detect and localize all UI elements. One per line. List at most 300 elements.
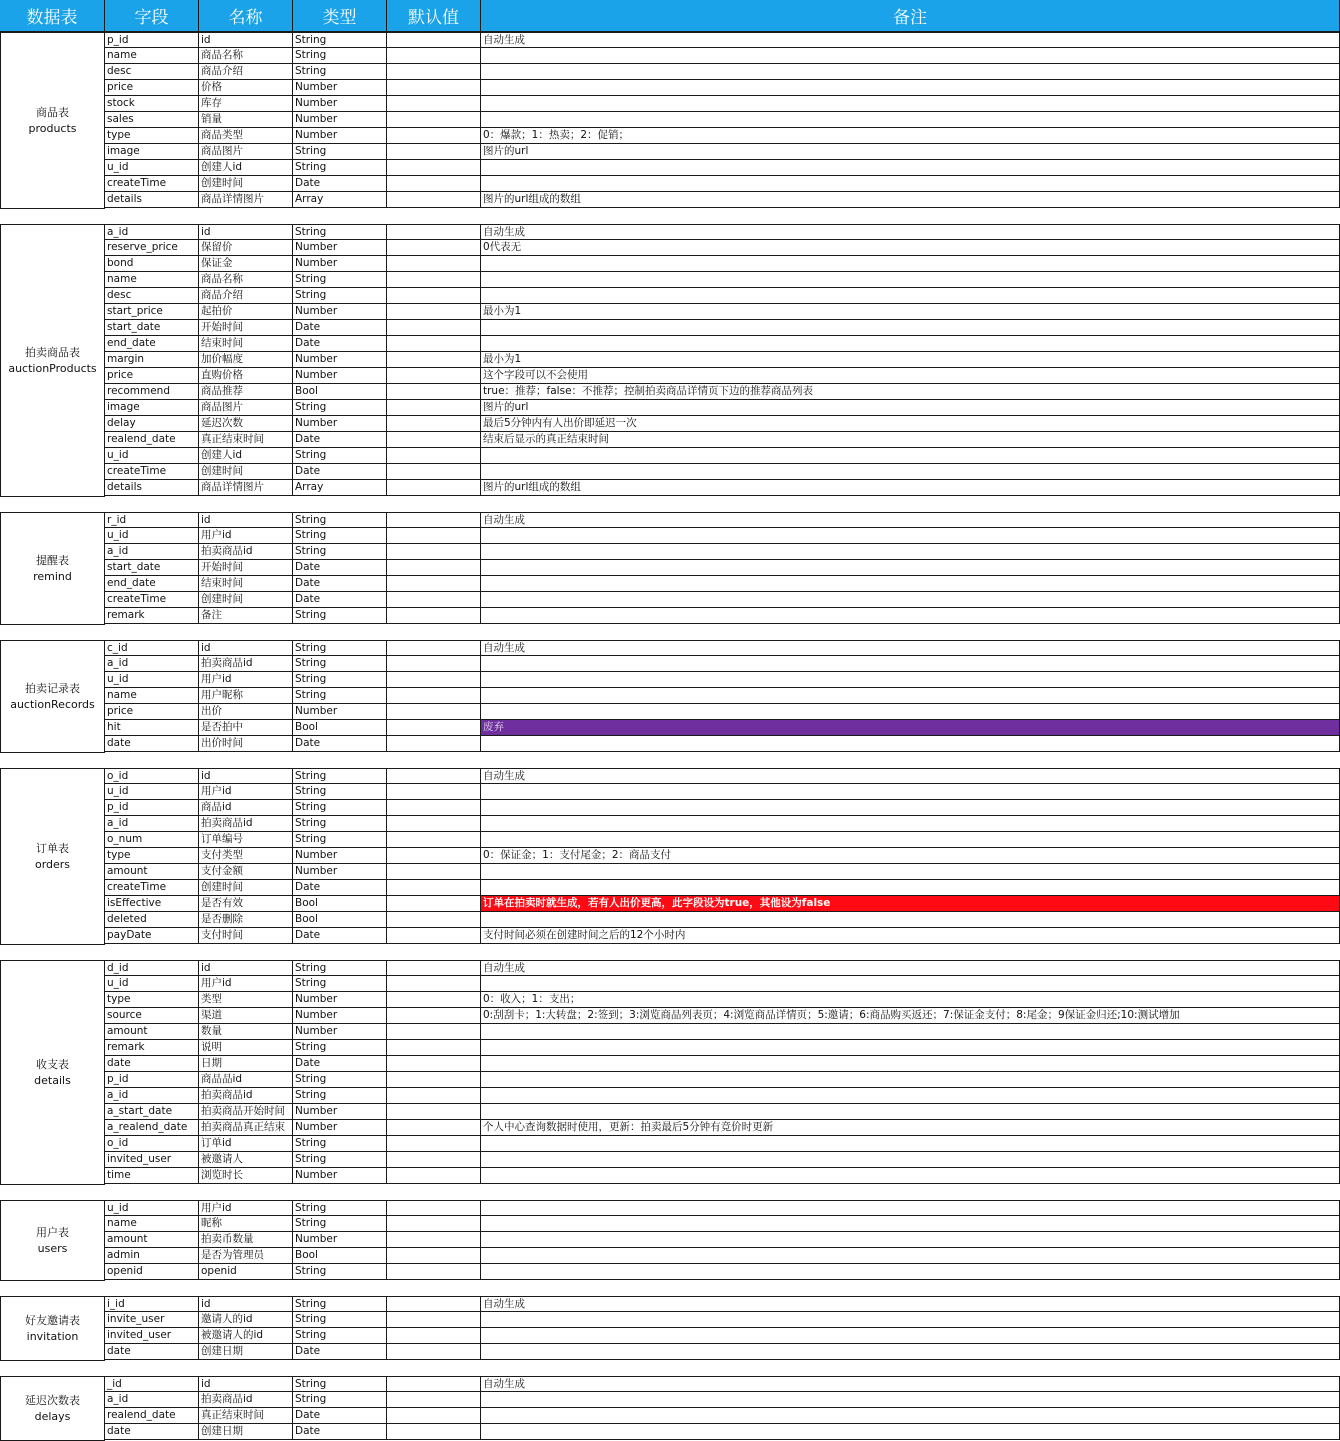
type-cell: String [293, 976, 387, 992]
type-cell: Date [293, 1424, 387, 1440]
type-cell: String [293, 48, 387, 64]
field-cell: start_date [105, 320, 199, 336]
type-cell: Number [293, 112, 387, 128]
default-cell [387, 1072, 481, 1088]
remark-cell: 最小为1 [481, 304, 1340, 320]
field-cell: c_id [105, 640, 199, 656]
field-cell: o_id [105, 768, 199, 784]
field-cell: bond [105, 256, 199, 272]
table-label [0, 960, 105, 1185]
remark-cell: 结束后显示的真正结束时间 [481, 432, 1340, 448]
field-cell: price [105, 80, 199, 96]
name-cell: 拍卖商品id [199, 544, 293, 560]
table-name-cn: 收支表 [36, 1057, 69, 1071]
remark-cell [481, 320, 1340, 336]
type-cell: String [293, 544, 387, 560]
table-row [105, 640, 1340, 656]
name-cell: id [199, 960, 293, 976]
default-cell [387, 432, 481, 448]
name-cell: id [199, 768, 293, 784]
remark-cell: 这个字段可以不会使用 [481, 368, 1340, 384]
remark-cell [481, 1168, 1340, 1184]
field-cell: u_id [105, 976, 199, 992]
default-cell [387, 704, 481, 720]
field-cell: admin [105, 1248, 199, 1264]
default-cell [387, 96, 481, 112]
type-cell: String [293, 1072, 387, 1088]
name-cell: 创建时间 [199, 880, 293, 896]
type-cell: Number [293, 848, 387, 864]
table-row [105, 992, 1340, 1008]
name-cell: 是否拍中 [199, 720, 293, 736]
table-row [105, 736, 1340, 752]
default-cell [387, 816, 481, 832]
name-cell: 保证金 [199, 256, 293, 272]
table-row [105, 400, 1340, 416]
name-cell: 出价时间 [199, 736, 293, 752]
remark-cell [481, 1216, 1340, 1232]
table-name-cn: 订单表 [36, 841, 69, 855]
field-cell: a_id [105, 544, 199, 560]
table-row [105, 480, 1340, 496]
remark-cell: 自动生成 [481, 640, 1340, 656]
name-cell: 商品图片 [199, 144, 293, 160]
type-cell: String [293, 1312, 387, 1328]
table-row [105, 1104, 1340, 1120]
type-cell: Number [293, 368, 387, 384]
field-cell: d_id [105, 960, 199, 976]
table-row [105, 1296, 1340, 1312]
table-row [105, 96, 1340, 112]
type-cell: Date [293, 1056, 387, 1072]
type-cell: String [293, 608, 387, 624]
table-name-en: orders [34, 857, 71, 871]
table-row [105, 800, 1340, 816]
remark-cell [481, 112, 1340, 128]
header-remark: 备注 [481, 0, 1340, 32]
default-cell [387, 1104, 481, 1120]
table-row [105, 1216, 1340, 1232]
type-cell: Number [293, 240, 387, 256]
type-cell: String [293, 448, 387, 464]
remark-cell [481, 560, 1340, 576]
table-label [0, 224, 105, 497]
remark-cell [481, 1088, 1340, 1104]
type-cell: String [293, 1376, 387, 1392]
table-row [105, 320, 1340, 336]
type-cell: Number [293, 1232, 387, 1248]
name-cell: 起拍价 [199, 304, 293, 320]
type-cell: String [293, 784, 387, 800]
default-cell [387, 576, 481, 592]
type-cell: String [293, 816, 387, 832]
table-row [105, 592, 1340, 608]
field-cell: type [105, 848, 199, 864]
default-cell [387, 384, 481, 400]
type-cell: String [293, 1328, 387, 1344]
field-cell: type [105, 992, 199, 1008]
field-cell: createTime [105, 176, 199, 192]
remark-cell [481, 912, 1340, 928]
type-cell: String [293, 288, 387, 304]
table-row [105, 688, 1340, 704]
table-row [105, 608, 1340, 624]
default-cell [387, 1216, 481, 1232]
field-cell: delay [105, 416, 199, 432]
header-field: 字段 [105, 0, 199, 32]
table-name-en: invitation [26, 1329, 79, 1343]
table-row [105, 112, 1340, 128]
name-cell: 商品详情图片 [199, 480, 293, 496]
name-cell: 商品id [199, 800, 293, 816]
default-cell [387, 1392, 481, 1408]
table-row [105, 240, 1340, 256]
remark-cell: 自动生成 [481, 32, 1340, 48]
name-cell: 用户昵称 [199, 688, 293, 704]
name-cell: 拍卖商品id [199, 1088, 293, 1104]
table-row [105, 1136, 1340, 1152]
field-cell: openid [105, 1264, 199, 1280]
field-cell: image [105, 400, 199, 416]
default-cell [387, 416, 481, 432]
table-label [0, 512, 105, 625]
name-cell: 商品介绍 [199, 288, 293, 304]
default-cell [387, 1424, 481, 1440]
default-cell [387, 128, 481, 144]
table-name-en: details [34, 1073, 71, 1087]
table-row [105, 928, 1340, 944]
type-cell: String [293, 64, 387, 80]
remark-cell [481, 160, 1340, 176]
table-row [105, 1088, 1340, 1104]
name-cell: 创建时间 [199, 592, 293, 608]
table-row [105, 960, 1340, 976]
remark-cell [481, 1232, 1340, 1248]
default-cell [387, 144, 481, 160]
remark-cell: 0：保证金；1：支付尾金；2：商品支付 [481, 848, 1340, 864]
field-cell: margin [105, 352, 199, 368]
type-cell: String [293, 960, 387, 976]
default-cell [387, 736, 481, 752]
name-cell: 库存 [199, 96, 293, 112]
default-cell [387, 1200, 481, 1216]
type-cell: String [293, 832, 387, 848]
default-cell [387, 240, 481, 256]
default-cell [387, 48, 481, 64]
remark-cell [481, 864, 1340, 880]
name-cell: 订单编号 [199, 832, 293, 848]
default-cell [387, 640, 481, 656]
default-cell [387, 288, 481, 304]
header-type: 类型 [293, 0, 387, 32]
field-cell: amount [105, 864, 199, 880]
remark-cell [481, 1408, 1340, 1424]
field-cell: o_num [105, 832, 199, 848]
default-cell [387, 528, 481, 544]
remark-cell [481, 1072, 1340, 1088]
name-cell: 真正结束时间 [199, 432, 293, 448]
field-cell: i_id [105, 1296, 199, 1312]
remark-cell [481, 96, 1340, 112]
type-cell: Date [293, 592, 387, 608]
name-cell: openid [199, 1264, 293, 1280]
default-cell [387, 32, 481, 48]
name-cell: 商品详情图片 [199, 192, 293, 208]
table-row [105, 912, 1340, 928]
field-cell: sales [105, 112, 199, 128]
name-cell: 说明 [199, 1040, 293, 1056]
field-cell: name [105, 1216, 199, 1232]
remark-cell: 自动生成 [481, 768, 1340, 784]
remark-cell: 个人中心查询数据时使用，更新：拍卖最后5分钟有竞价时更新 [481, 1120, 1340, 1136]
remark-cell: 最小为1 [481, 352, 1340, 368]
table-row [105, 224, 1340, 240]
table-row [105, 976, 1340, 992]
table-name-cn: 提醒表 [36, 553, 69, 567]
type-cell: Number [293, 304, 387, 320]
table-row [105, 1008, 1340, 1024]
name-cell: 类型 [199, 992, 293, 1008]
remark-cell [481, 672, 1340, 688]
table-row [105, 1040, 1340, 1056]
name-cell: 支付金额 [199, 864, 293, 880]
name-cell: 邀请人的id [199, 1312, 293, 1328]
type-cell: String [293, 224, 387, 240]
type-cell: String [293, 1296, 387, 1312]
type-cell: String [293, 800, 387, 816]
default-cell [387, 608, 481, 624]
default-cell [387, 1312, 481, 1328]
field-cell: name [105, 48, 199, 64]
type-cell: String [293, 688, 387, 704]
remark-cell [481, 592, 1340, 608]
remark-cell [481, 1344, 1340, 1360]
remark-cell: 自动生成 [481, 224, 1340, 240]
field-cell: price [105, 368, 199, 384]
default-cell [387, 1328, 481, 1344]
type-cell: String [293, 672, 387, 688]
header-name: 名称 [199, 0, 293, 32]
default-cell [387, 896, 481, 912]
field-cell: name [105, 272, 199, 288]
remark-cell: true：推荐；false：不推荐；控制拍卖商品详情页下边的推荐商品列表 [481, 384, 1340, 400]
default-cell [387, 544, 481, 560]
default-cell [387, 768, 481, 784]
remark-cell [481, 336, 1340, 352]
remark-cell [481, 544, 1340, 560]
field-cell: a_realend_date [105, 1120, 199, 1136]
remark-cell: 自动生成 [481, 512, 1340, 528]
default-cell [387, 304, 481, 320]
field-cell: invited_user [105, 1152, 199, 1168]
remark-cell: 自动生成 [481, 960, 1340, 976]
field-cell: start_price [105, 304, 199, 320]
name-cell: 商品介绍 [199, 64, 293, 80]
type-cell: String [293, 1264, 387, 1280]
default-cell [387, 976, 481, 992]
field-cell: realend_date [105, 1408, 199, 1424]
table-row [105, 896, 1340, 912]
type-cell: Number [293, 352, 387, 368]
remark-cell [481, 80, 1340, 96]
default-cell [387, 1296, 481, 1312]
default-cell [387, 1008, 481, 1024]
table-label [0, 32, 105, 209]
name-cell: id [199, 224, 293, 240]
table-row [105, 832, 1340, 848]
table-row [105, 160, 1340, 176]
field-cell: invite_user [105, 1312, 199, 1328]
remark-cell: 支付时间必须在创建时间之后的12个小时内 [481, 928, 1340, 944]
name-cell: 直购价格 [199, 368, 293, 384]
type-cell: Date [293, 1408, 387, 1424]
name-cell: 商品名称 [199, 272, 293, 288]
field-cell: a_id [105, 224, 199, 240]
default-cell [387, 864, 481, 880]
table-row [105, 304, 1340, 320]
name-cell: 用户id [199, 528, 293, 544]
remark-cell [481, 800, 1340, 816]
field-cell: isEffective [105, 896, 199, 912]
type-cell: Bool [293, 912, 387, 928]
table-row [105, 784, 1340, 800]
field-cell: desc [105, 64, 199, 80]
table-row [105, 1344, 1340, 1360]
remark-cell [481, 832, 1340, 848]
name-cell: 用户id [199, 976, 293, 992]
default-cell [387, 400, 481, 416]
remark-cell [481, 464, 1340, 480]
table-row [105, 576, 1340, 592]
table-label [0, 1376, 105, 1441]
field-cell: price [105, 704, 199, 720]
type-cell: String [293, 32, 387, 48]
field-cell: u_id [105, 784, 199, 800]
field-cell: remark [105, 1040, 199, 1056]
type-cell: String [293, 512, 387, 528]
table-row [105, 1072, 1340, 1088]
type-cell: Number [293, 256, 387, 272]
default-cell [387, 272, 481, 288]
name-cell: 延迟次数 [199, 416, 293, 432]
name-cell: 昵称 [199, 1216, 293, 1232]
remark-cell [481, 1024, 1340, 1040]
table-row [105, 720, 1340, 736]
table-row [105, 528, 1340, 544]
type-cell: Date [293, 736, 387, 752]
default-cell [387, 512, 481, 528]
remark-cell [481, 288, 1340, 304]
field-cell: date [105, 1056, 199, 1072]
field-cell: time [105, 1168, 199, 1184]
default-cell [387, 928, 481, 944]
default-cell [387, 1136, 481, 1152]
remark-cell [481, 880, 1340, 896]
table-name-cn: 好友邀请表 [25, 1313, 80, 1327]
name-cell: 创建时间 [199, 464, 293, 480]
type-cell: String [293, 1088, 387, 1104]
field-cell: a_id [105, 1392, 199, 1408]
type-cell: Number [293, 992, 387, 1008]
name-cell: 被邀请人 [199, 1152, 293, 1168]
field-cell: desc [105, 288, 199, 304]
table-row [105, 768, 1340, 784]
table-row [105, 192, 1340, 208]
type-cell: Number [293, 704, 387, 720]
remark-cell [481, 1056, 1340, 1072]
type-cell: Number [293, 96, 387, 112]
type-cell: Date [293, 320, 387, 336]
table-row [105, 48, 1340, 64]
default-cell [387, 1344, 481, 1360]
default-cell [387, 1232, 481, 1248]
field-cell: u_id [105, 448, 199, 464]
type-cell: Number [293, 80, 387, 96]
default-cell [387, 784, 481, 800]
remark-cell [481, 736, 1340, 752]
type-cell: Date [293, 432, 387, 448]
remark-cell: 0：收入；1：支出； [481, 992, 1340, 1008]
table-row [105, 848, 1340, 864]
type-cell: Number [293, 1024, 387, 1040]
remark-cell: 图片的url [481, 400, 1340, 416]
field-cell: date [105, 1344, 199, 1360]
remark-cell: 自动生成 [481, 1296, 1340, 1312]
default-cell [387, 848, 481, 864]
remark-cell [481, 528, 1340, 544]
field-cell: payDate [105, 928, 199, 944]
field-cell: createTime [105, 592, 199, 608]
table-row [105, 1200, 1340, 1216]
name-cell: 是否为管理员 [199, 1248, 293, 1264]
field-cell: end_date [105, 336, 199, 352]
default-cell [387, 352, 481, 368]
table-row [105, 80, 1340, 96]
remark-cell [481, 272, 1340, 288]
remark-cell [481, 608, 1340, 624]
table-name-en: auctionRecords [10, 697, 95, 711]
field-cell: hit [105, 720, 199, 736]
name-cell: 创建人id [199, 448, 293, 464]
table-name-cn: 用户表 [36, 1225, 69, 1239]
field-cell: date [105, 736, 199, 752]
name-cell: 创建日期 [199, 1424, 293, 1440]
table-label [0, 640, 105, 753]
default-cell [387, 1088, 481, 1104]
table-name-en: users [37, 1241, 68, 1255]
remark-cell: 自动生成 [481, 1376, 1340, 1392]
remark-cell [481, 1424, 1340, 1440]
header-table: 数据表 [0, 0, 105, 32]
name-cell: id [199, 640, 293, 656]
default-cell [387, 80, 481, 96]
default-cell [387, 1040, 481, 1056]
name-cell: 销量 [199, 112, 293, 128]
field-cell: a_start_date [105, 1104, 199, 1120]
table-name-en: delays [34, 1409, 71, 1423]
name-cell: 数量 [199, 1024, 293, 1040]
type-cell: Array [293, 480, 387, 496]
field-cell: _id [105, 1376, 199, 1392]
default-cell [387, 176, 481, 192]
table-name-en: auctionProducts [8, 361, 97, 375]
table-row [105, 144, 1340, 160]
default-cell [387, 1408, 481, 1424]
type-cell: Bool [293, 384, 387, 400]
type-cell: String [293, 1040, 387, 1056]
remark-cell: 废弃 [481, 720, 1340, 736]
field-cell: details [105, 192, 199, 208]
